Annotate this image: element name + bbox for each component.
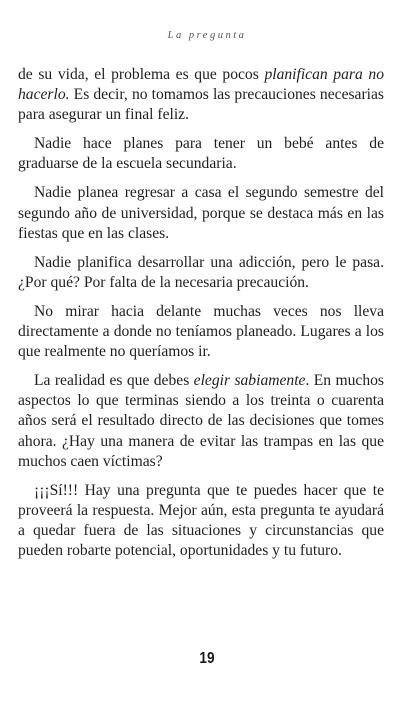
paragraph-1-text-a: de su vida, el problema es que pocos bbox=[18, 66, 265, 83]
paragraph-6-text-a: La realidad es que debes bbox=[34, 372, 194, 390]
paragraph-1-text-b: Es decir, no tomamos las precauciones necesarias para asegurar un final feliz. bbox=[18, 86, 384, 124]
running-head: La pregunta bbox=[167, 30, 247, 41]
page-body bbox=[18, 65, 384, 570]
paragraph-1-emphasis: planifican para no hacerlo. bbox=[18, 66, 384, 104]
paragraph-5: No mirar hacia delante muchas veces nos lleva directamente a donde no teníamos planeado. Lugares a los que realmente no queríamos ir. bbox=[18, 302, 384, 361]
paragraph-7: ¡¡¡Sí!!! Hay una pregunta que te puedes hacer que te proveerá la respuesta. Mejor aún, esta pregunta te ayudará a quedar fuera de las situaciones y circunstancias que pueden robarte potencial, oportunidades y tu futuro. bbox=[18, 481, 384, 559]
paragraph-1 bbox=[18, 65, 384, 125]
paragraph-6-text-b: . En muchos aspectos lo que terminas siendo a los treinta o cuarenta años será el resultado directo de las decisiones que tomes ahora. ¿Hay una manera de evitar las trampas en las que muchos caen víctimas? bbox=[18, 372, 384, 470]
page-number: 19 bbox=[199, 650, 215, 667]
paragraph-6 bbox=[18, 371, 384, 471]
paragraph-2: Nadie hace planes para tener un bebé antes de graduarse de la escuela secundaria. bbox=[18, 135, 384, 173]
paragraph-3: Nadie planea regresar a casa el segundo semestre del segundo año de universidad, porque se destaca más en las fiestas que en las clases. bbox=[18, 184, 384, 242]
paragraph-4: Nadie planifica desarrollar una adicción, pero le pasa. ¿Por qué? Por falta de la necesaria precaución. bbox=[18, 253, 384, 291]
paragraph-6-emphasis: elegir sabiamente bbox=[193, 372, 306, 390]
